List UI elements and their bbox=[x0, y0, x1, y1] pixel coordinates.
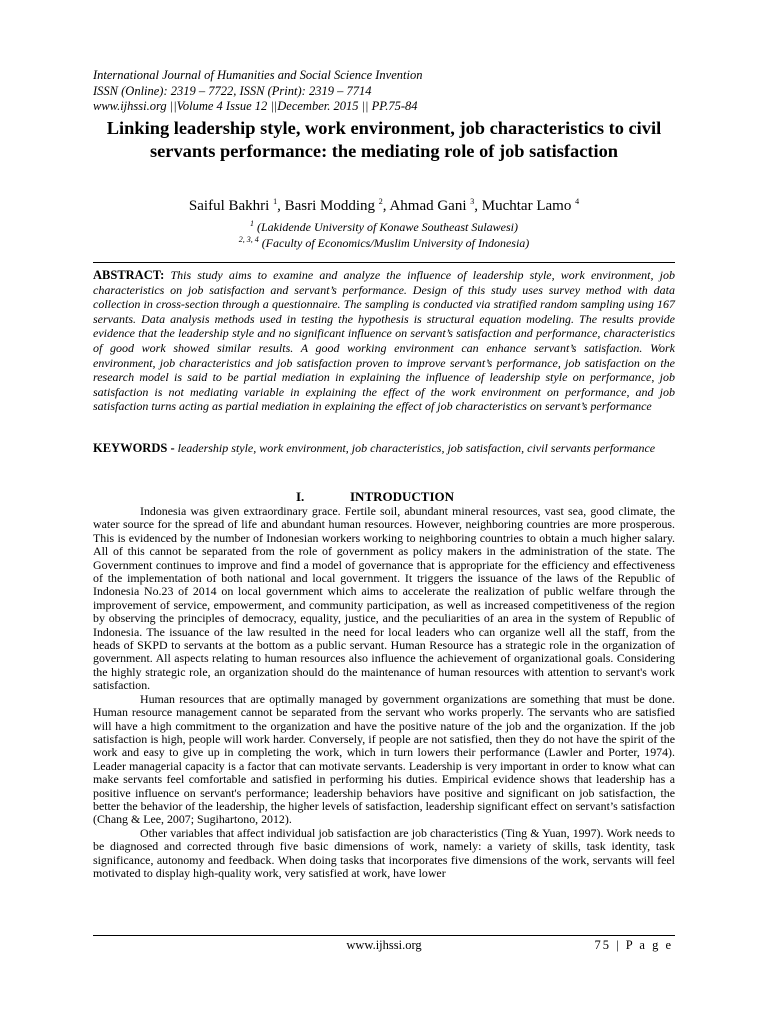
affiliation-text: (Lakidende University of Konawe Southeast Sulawesi) bbox=[257, 220, 518, 234]
paper-title: Linking leadership style, work environment, job characteristics to civil servants performance: the mediating role of job satisfaction bbox=[106, 118, 662, 161]
affiliation-sup: 1 bbox=[250, 219, 255, 228]
author-name: Ahmad Gani bbox=[389, 198, 467, 214]
section-title: INTRODUCTION bbox=[350, 489, 455, 504]
journal-header bbox=[93, 68, 422, 115]
paragraph: Indonesia was given extraordinary grace. Fertile soil, abundant mineral resources, vast sea, good climate, the water source for the spread of life and abundant human resources. However, neighboring countries are more prosperous. This is evidenced by the number of Indonesian workers working to neighboring countries to obtain a much higher salary. All of this cannot be separated from the role of government as policy makers in the administration of the state. The Government continues to improve and find a model of governance that is appropriate for the efficiency and effectiveness of the implementation of both national and local government. It triggers the issuance of the laws of the Republic of Indonesia No.23 of 2014 on local government which aims to accelerate the realization of public welfare through the improvement of service, empowerment, and community participation, as well as increased competitiveness of the region by observing the principles of democracy, equality, justice, and the peculiarities of an area in the system of Republic of Indonesia. The issuance of the law resulted in the need for local leaders who can organize well all the staff, from the heads of SKPD to servants at the bottom as a public servant. Human Resource has a strategic role in the organization of government. All aspects relating to human resources also influence the achievement of organizational goals. Considering the highly strategic role, an organization should do the maintenance of human resources with attention to servant's work satisfaction. bbox=[93, 504, 675, 693]
section-number: I. bbox=[296, 489, 305, 504]
abstract-text: This study aims to examine and analyze the influence of leadership style, work environment, job characteristics on job satisfaction and servant’s performance. Design of this study uses survey method with data collection in cross-section through a questionnaire. The sampling is conducted via stratified random sampling using 167 servants. Data analysis methods used in testing the hypothesis is structural equation modeling. The results provide evidence that the leadership style and no significant influence on servant’s satisfaction and performance, characteristics of good work showed similar results. A good working environment can enhance servant’s satisfaction. Work environment, job characteristics and job satisfaction proven to improve servant’s performance, job satisfaction on the research model is said to be partial mediation in explaining the influence of leadership style on performance, job satisfaction is not mediating variable in explaining the effect of the work environment on performance, and job satisfaction turns acting as partial mediation in explaining the effect of job characteristics on servant’s performance bbox=[93, 268, 675, 414]
abstract-label: ABSTRACT: bbox=[93, 268, 165, 282]
affiliation-sup: 2, 3, 4 bbox=[238, 235, 259, 244]
affiliation bbox=[80, 233, 688, 250]
divider bbox=[93, 262, 675, 263]
body-text bbox=[93, 505, 675, 880]
author-sup: 1 bbox=[273, 197, 278, 206]
footer-website: www.ijhssi.org bbox=[346, 938, 422, 952]
paragraph: Human resources that are optimally managed by government organizations are something that must be done. Human resource management cannot be separated from the servant who works properly. The servants who are satisfied will have a high commitment to the organization and have the positive nature of the job and the organization. If the job satisfaction is high, people will work harder. Conversely, if people are not satisfied, then they do not have the spirit of the work and easy to give up in completing the work, which in turn lowers their performance (Lawler and Porter, 1974). Leader managerial capacity is a factor that can motivate servants. Leadership is very important in order to know what can make servants feel comfortable and satisfied in performing his duties. Empirical evidence shows that leadership has a positive influence on servant's performance; leadership behaviors have positive and significant on job satisfaction, the better the behavior of the leadership, the higher levels of satisfaction, leadership significant effect on servant’s satisfaction (Chang & Lee, 2007; Sugihartono, 2012). bbox=[93, 691, 675, 827]
keywords-text: leadership style, work environment, job characteristics, job satisfaction, civil servants performance bbox=[177, 441, 656, 455]
author-list: Saiful Bakhri $^1$, Basri Modding $^2$, Ahmad Gani $^3$, Muchtar Lamo $^4$ bbox=[188, 197, 580, 214]
author-name: Muchtar Lamo bbox=[481, 198, 572, 214]
footer-divider bbox=[93, 935, 675, 936]
journal-issue: www.ijhssi.org ||Volume 4 Issue 12 ||December. 2015 || PP.75-84 bbox=[93, 99, 418, 113]
author-name: Basri Modding bbox=[284, 198, 375, 214]
abstract bbox=[93, 268, 675, 414]
journal-name: International Journal of Humanities and Social Science Invention bbox=[93, 68, 423, 82]
affiliation bbox=[80, 217, 688, 234]
journal-issn: ISSN (Online): 2319 – 7722, ISSN (Print): 2319 – 7714 bbox=[93, 83, 372, 98]
page-number: 75 | P a g e bbox=[594, 938, 673, 952]
keywords-label: KEYWORDS - bbox=[93, 441, 175, 455]
keywords bbox=[93, 440, 675, 457]
author-name: Saiful Bakhri bbox=[188, 198, 270, 214]
paragraph: Other variables that affect individual job satisfaction are job characteristics (Ting & Yuan, 1997). Work needs to be diagnosed and corrected through five basic dimensions of work, namely: a variety of skills, task identity, task significance, autonomy and feedback. When doing tasks that incorporates five dimensions of the work, servants will feel motivated to display high-quality work, very satisfied at work, have lower bbox=[93, 825, 675, 880]
affiliation-text: (Faculty of Economics/Muslim University of Indonesia) bbox=[261, 236, 530, 250]
author-sup: 3 bbox=[470, 197, 475, 206]
author-sup: 4 bbox=[575, 197, 580, 206]
author-sup: 2 bbox=[378, 197, 383, 206]
